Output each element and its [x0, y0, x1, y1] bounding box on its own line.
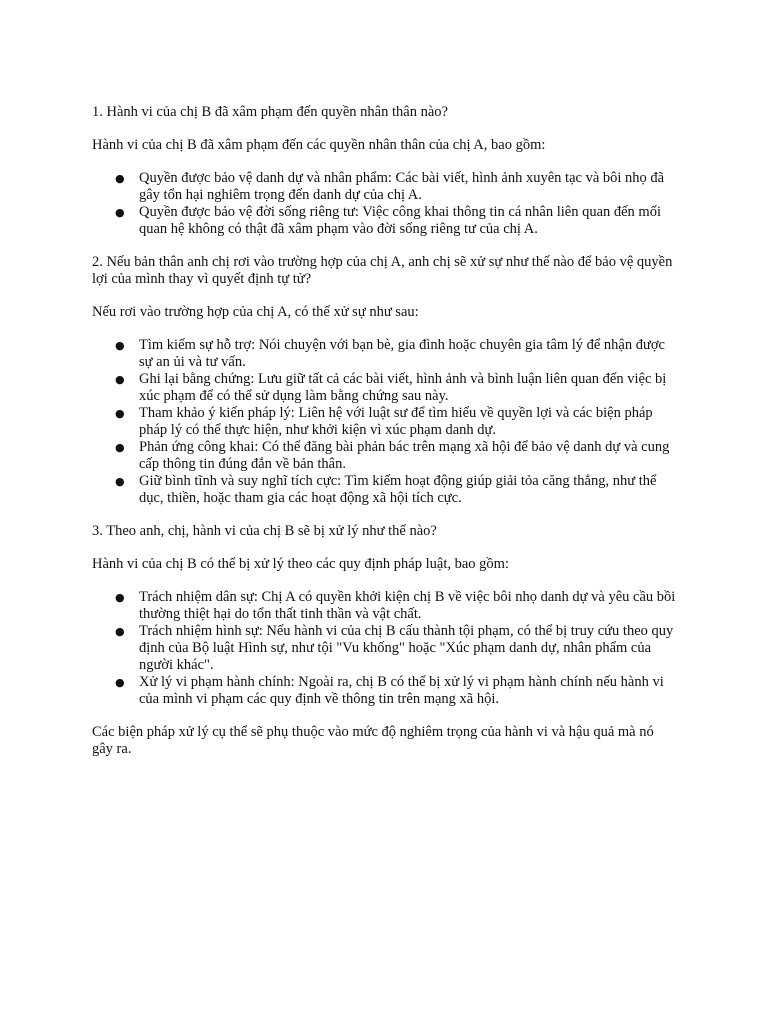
list-item-text: Trách nhiệm hình sự: Nếu hành vi của chị B cấu thành tội phạm, có thể bị truy cứu theo quy định của Bộ luật Hình sự, như tội "Vu khống" hoặc "Xúc phạm danh dự, nhân phẩm của người khác".	[139, 623, 674, 673]
bullet-icon: ●	[115, 172, 125, 185]
bullet-icon: ●	[115, 441, 125, 454]
answer-1-list	[92, 170, 676, 238]
bullet-icon: ●	[115, 676, 125, 689]
list-item	[92, 439, 676, 473]
list-item	[92, 405, 676, 439]
question-3: 3. Theo anh, chị, hành vi của chị B sẽ bị xử lý như thế nào?	[92, 523, 437, 539]
list-item	[92, 170, 676, 204]
bullet-icon: ●	[115, 407, 125, 420]
question-1: 1. Hành vi của chị B đã xâm phạm đến quyền nhân thân nào?	[92, 104, 448, 120]
answer-2-list	[92, 337, 676, 507]
list-item	[92, 473, 676, 507]
answer-3-list	[92, 589, 676, 708]
list-item	[92, 623, 676, 674]
bullet-icon: ●	[115, 339, 125, 352]
conclusion: Các biện pháp xử lý cụ thể sẽ phụ thuộc vào mức độ nghiêm trọng của hành vi và hậu quả mà nó gây ra.	[92, 724, 654, 757]
list-item-text: Quyền được bảo vệ đời sống riêng tư: Việc công khai thông tin cá nhân liên quan đến mối quan hệ không có thật đã xâm phạm vào đời sống riêng tư của chị A.	[139, 204, 661, 237]
list-item	[92, 589, 676, 623]
bullet-icon: ●	[115, 206, 125, 219]
list-item-text: Giữ bình tĩnh và suy nghĩ tích cực: Tìm kiếm hoạt động giúp giải tỏa căng thẳng, như thể dục, thiền, hoặc tham gia các hoạt động xã hội tích cực.	[139, 473, 657, 506]
answer-2-intro: Nếu rơi vào trường hợp của chị A, có thể xử sự như sau:	[92, 304, 419, 320]
list-item	[92, 674, 676, 708]
list-item-text: Tìm kiếm sự hỗ trợ: Nói chuyện với bạn bè, gia đình hoặc chuyên gia tâm lý để nhận được sự an ủi và tư vấn.	[139, 337, 665, 370]
answer-3-intro: Hành vi của chị B có thể bị xử lý theo các quy định pháp luật, bao gồm:	[92, 556, 509, 572]
list-item-text: Trách nhiệm dân sự: Chị A có quyền khởi kiện chị B về việc bôi nhọ danh dự và yêu cầu bồi thường thiệt hại do tổn thất tinh thần và vật chất.	[139, 589, 676, 622]
bullet-icon: ●	[115, 591, 125, 604]
list-item	[92, 337, 676, 371]
question-2: 2. Nếu bản thân anh chị rơi vào trường hợp của chị A, anh chị sẽ xử sự như thế nào để bảo vệ quyền lợi của mình thay vì quyết định tự tử?	[92, 254, 673, 287]
bullet-icon: ●	[115, 625, 125, 638]
list-item-text: Xử lý vi phạm hành chính: Ngoài ra, chị B có thể bị xử lý vi phạm hành chính nếu hành vi của mình vi phạm các quy định về thông tin trên mạng xã hội.	[139, 674, 664, 707]
list-item	[92, 204, 676, 238]
list-item-text: Phản ứng công khai: Có thể đăng bài phản bác trên mạng xã hội để bảo vệ danh dự và cung cấp thông tin đúng đắn về bản thân.	[139, 439, 670, 472]
answer-1-intro: Hành vi của chị B đã xâm phạm đến các quyền nhân thân của chị A, bao gồm:	[92, 137, 546, 153]
bullet-icon: ●	[115, 373, 125, 386]
list-item-text: Ghi lại bằng chứng: Lưu giữ tất cả các bài viết, hình ảnh và bình luận liên quan đến việc bị xúc phạm để có thể sử dụng làm bằng chứng sau này.	[139, 371, 667, 404]
list-item-text: Tham khảo ý kiến pháp lý: Liên hệ với luật sư để tìm hiểu về quyền lợi và các biện pháp pháp lý có thể thực hiện, như khởi kiện vì xúc phạm danh dự.	[139, 405, 653, 438]
bullet-icon: ●	[115, 475, 125, 488]
list-item-text: Quyền được bảo vệ danh dự và nhân phẩm: Các bài viết, hình ảnh xuyên tạc và bôi nhọ đã gây tổn hại nghiêm trọng đến danh dự của chị A.	[139, 170, 665, 203]
list-item	[92, 371, 676, 405]
document-page	[92, 104, 676, 774]
